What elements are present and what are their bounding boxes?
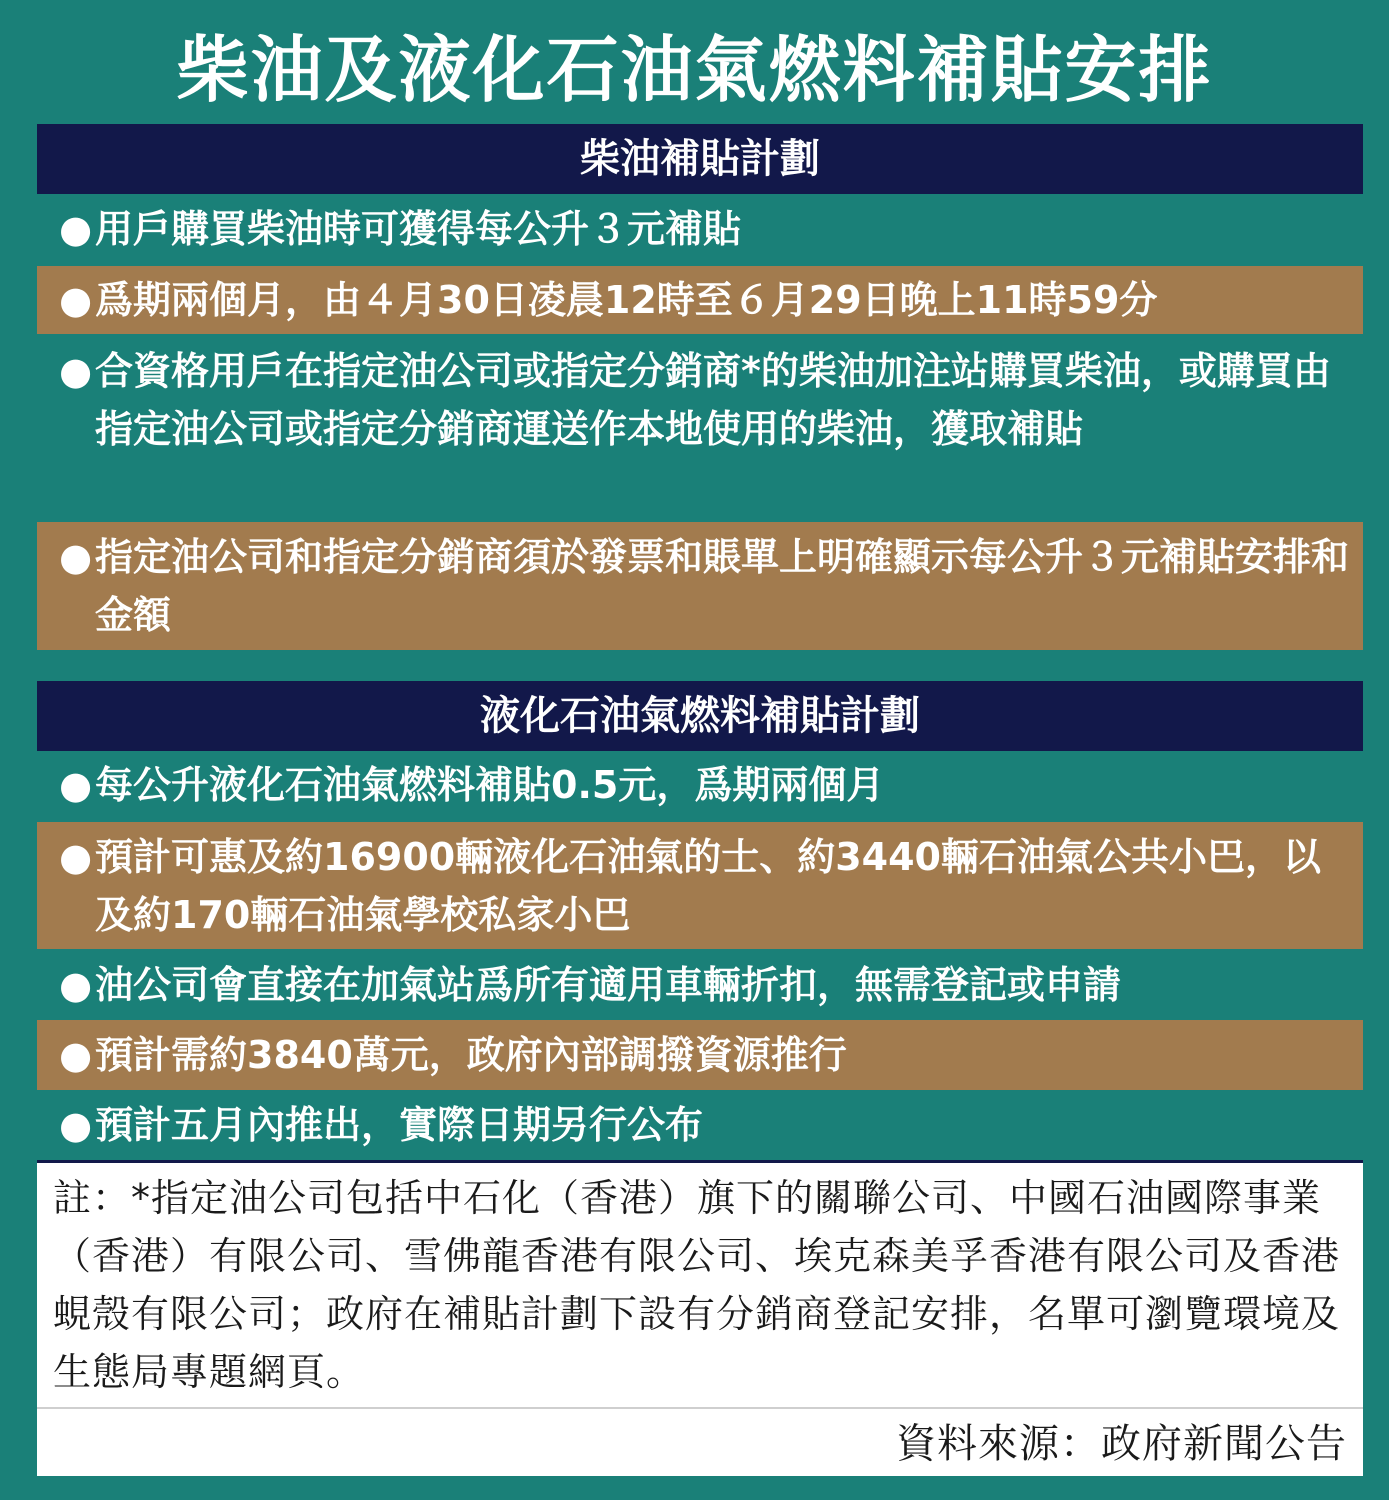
bullet-icon: ● (59, 278, 93, 322)
source-credit: 資料來源：政府新聞公告 (896, 1421, 1347, 1467)
diesel-item-2 (37, 266, 1363, 334)
diesel-item-text: 指定油公司和指定分銷商須於發票和賬單上明確顯示每公升３元補貼安排和金額 (95, 535, 1350, 637)
diesel-section-heading: 柴油補貼計劃 (37, 124, 1363, 194)
divider (37, 1407, 1363, 1409)
lpg-item-text: 每公升液化石油氣燃料補貼0.5元，爲期兩個月 (95, 763, 885, 807)
lpg-item-5 (37, 1096, 1363, 1154)
diesel-item-3 (37, 342, 1363, 458)
lpg-section-heading: 液化石油氣燃料補貼計劃 (37, 681, 1363, 751)
diesel-item-text: 合資格用戶在指定油公司或指定分銷商*的柴油加注站購買柴油，或購買由指定油公司或指定分銷商運送作本地使用的柴油，獲取補貼 (95, 349, 1331, 451)
lpg-item-3 (37, 956, 1363, 1014)
bullet-icon: ● (59, 963, 93, 1007)
bullet-icon: ● (59, 1033, 93, 1077)
lpg-item-4 (37, 1020, 1363, 1090)
lpg-item-text: 預計需約3840萬元，政府內部調撥資源推行 (95, 1033, 847, 1077)
diesel-item-1 (37, 200, 1363, 258)
lpg-item-text: 預計可惠及約16900輛液化石油氣的士、約3440輛石油氣公共小巴，以及約170輛石油氣學校私家小巴 (95, 835, 1321, 937)
lpg-item-1 (37, 756, 1363, 814)
diesel-item-4 (37, 522, 1363, 650)
diesel-item-text: 爲期兩個月，由４月30日凌晨12時至６月29日晚上11時59分 (95, 278, 1158, 322)
diesel-item-text: 用戶購買柴油時可獲得每公升３元補貼 (95, 207, 742, 251)
lpg-item-text: 油公司會直接在加氣站爲所有適用車輛折扣，無需登記或申請 (95, 963, 1122, 1007)
page-title: 柴油及液化石油氣燃料補貼安排 (176, 28, 1213, 112)
bullet-icon: ● (59, 349, 93, 393)
bullet-icon: ● (59, 763, 93, 807)
bullet-icon: ● (59, 207, 93, 251)
lpg-item-2 (37, 822, 1363, 949)
footnote: 註：*指定油公司包括中石化（香港）旗下的關聯公司、中國石油國際事業（香港）有限公司、雪佛龍香港有限公司、埃克森美孚香港有限公司及香港蜆殼有限公司；政府在補貼計劃下設有分銷商登記安排，名單可瀏覽環境及生態局專題網頁。 (53, 1176, 1341, 1394)
bullet-icon: ● (59, 835, 93, 879)
bullet-icon: ● (59, 535, 93, 579)
note-box (37, 1160, 1363, 1476)
lpg-item-text: 預計五月內推出，實際日期另行公布 (95, 1103, 704, 1147)
bullet-icon: ● (59, 1103, 93, 1147)
